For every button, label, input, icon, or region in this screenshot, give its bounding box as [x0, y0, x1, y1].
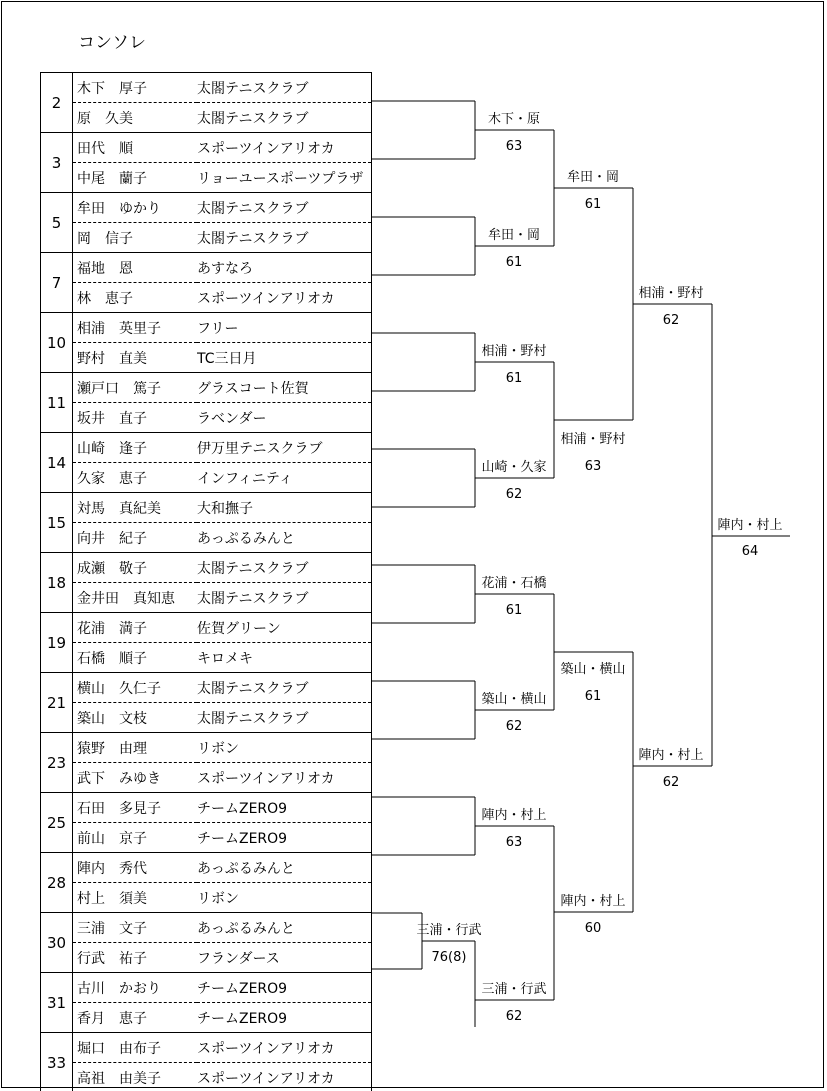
player-name: 坂井 直子: [73, 403, 198, 433]
player-name: 行武 祐子: [73, 943, 198, 973]
seed-number: 33: [41, 1033, 73, 1091]
player-club: TC三日月: [197, 343, 372, 373]
player-name: 野村 直美: [73, 343, 198, 373]
player-club: スポーツインアリオカ: [197, 283, 372, 313]
match-score: 61: [505, 603, 523, 618]
player-club: スポーツインアリオカ: [197, 763, 372, 793]
player-club: リボン: [197, 883, 372, 913]
player-club: 佐賀グリーン: [197, 613, 372, 643]
player-club: スポーツインアリオカ: [197, 133, 372, 163]
match-winner: 相浦・野村: [481, 344, 547, 359]
match-winner: 三浦・行武: [416, 923, 482, 938]
player-name: 田代 順: [73, 133, 198, 163]
player-club: フリー: [197, 313, 372, 343]
page-title: コンソレ: [78, 33, 146, 53]
player-name: 高祖 由美子: [73, 1063, 198, 1091]
player-club: 太閤テニスクラブ: [197, 703, 372, 733]
match-score: 62: [662, 775, 680, 790]
player-club: ラベンダー: [197, 403, 372, 433]
match-score: 62: [505, 487, 523, 502]
final-winner: 陣内・村上: [717, 518, 783, 533]
match-winner: 牟田・岡: [487, 228, 541, 243]
player-name: 猿野 由理: [73, 733, 198, 763]
player-name: 成瀬 敬子: [73, 553, 198, 583]
player-club: チームZERO9: [197, 973, 372, 1003]
seed-number: 11: [41, 373, 73, 433]
match-score: 76(8): [431, 950, 467, 965]
player-club: あっぷるみんと: [197, 523, 372, 553]
player-club: 伊万里テニスクラブ: [197, 433, 372, 463]
player-name: 対馬 真紀美: [73, 493, 198, 523]
player-club: チームZERO9: [197, 823, 372, 853]
player-name: 金井田 真知恵: [73, 583, 198, 613]
match-winner: 木下・原: [487, 112, 541, 127]
match-score: 61: [505, 255, 523, 270]
seed-number: 18: [41, 553, 73, 613]
player-name: 中尾 蘭子: [73, 163, 198, 193]
player-name: 石田 多見子: [73, 793, 198, 823]
match-score: 63: [584, 459, 602, 474]
seed-number: 19: [41, 613, 73, 673]
player-club: 太閤テニスクラブ: [197, 553, 372, 583]
seed-number: 10: [41, 313, 73, 373]
player-club: 太閤テニスクラブ: [197, 73, 372, 103]
player-club: スポーツインアリオカ: [197, 1063, 372, 1091]
match-score: 62: [662, 313, 680, 328]
seed-number: 28: [41, 853, 73, 913]
match-winner: 陣内・村上: [481, 808, 547, 823]
seed-number: 3: [41, 133, 73, 193]
match-score: 62: [505, 719, 523, 734]
player-name: 相浦 英里子: [73, 313, 198, 343]
seed-number: 15: [41, 493, 73, 553]
player-club: あっぷるみんと: [197, 913, 372, 943]
player-club: 大和撫子: [197, 493, 372, 523]
player-name: 久家 恵子: [73, 463, 198, 493]
match-winner: 三浦・行武: [481, 982, 547, 997]
match-winner: 陣内・村上: [638, 748, 704, 763]
player-club: スポーツインアリオカ: [197, 1033, 372, 1063]
player-club: リボン: [197, 733, 372, 763]
player-name: 瀬戸口 篤子: [73, 373, 198, 403]
player-club: フランダース: [197, 943, 372, 973]
player-name: 岡 信子: [73, 223, 198, 253]
player-name: 福地 恩: [73, 253, 198, 283]
final-score: 64: [741, 544, 759, 559]
player-name: 向井 紀子: [73, 523, 198, 553]
match-winner: 牟田・岡: [566, 170, 620, 185]
player-club: 太閤テニスクラブ: [197, 103, 372, 133]
player-club: グラスコート佐賀: [197, 373, 372, 403]
player-club: インフィニティ: [197, 463, 372, 493]
match-winner: 陣内・村上: [560, 894, 626, 909]
match-score: 61: [584, 197, 602, 212]
match-score: 60: [584, 921, 602, 936]
match-winner: 花浦・石橋: [481, 576, 547, 591]
player-club: キロメキ: [197, 643, 372, 673]
match-score: 63: [505, 835, 523, 850]
seed-number: 5: [41, 193, 73, 253]
match-winner: 相浦・野村: [638, 286, 704, 301]
player-name: 香月 恵子: [73, 1003, 198, 1033]
seed-number: 2: [41, 73, 73, 133]
player-name: 築山 文枝: [73, 703, 198, 733]
seed-number: 23: [41, 733, 73, 793]
seed-number: 30: [41, 913, 73, 973]
player-club: あっぷるみんと: [197, 853, 372, 883]
player-club: 太閤テニスクラブ: [197, 193, 372, 223]
player-name: 花浦 満子: [73, 613, 198, 643]
seed-number: 14: [41, 433, 73, 493]
player-club: 太閤テニスクラブ: [197, 583, 372, 613]
player-name: 三浦 文子: [73, 913, 198, 943]
match-score: 63: [505, 139, 523, 154]
player-name: 林 恵子: [73, 283, 198, 313]
player-club: チームZERO9: [197, 793, 372, 823]
player-name: 石橋 順子: [73, 643, 198, 673]
match-score: 61: [505, 371, 523, 386]
player-name: 古川 かおり: [73, 973, 198, 1003]
seed-number: 31: [41, 973, 73, 1033]
player-name: 木下 厚子: [73, 73, 198, 103]
player-name: 牟田 ゆかり: [73, 193, 198, 223]
player-name: 村上 須美: [73, 883, 198, 913]
seed-number: 25: [41, 793, 73, 853]
match-score: 62: [505, 1009, 523, 1024]
player-name: 原 久美: [73, 103, 198, 133]
match-score: 61: [584, 689, 602, 704]
match-winner: 山崎・久家: [481, 460, 547, 475]
player-name: 堀口 由布子: [73, 1033, 198, 1063]
player-club: 太閤テニスクラブ: [197, 673, 372, 703]
player-club: あすなろ: [197, 253, 372, 283]
player-name: 陣内 秀代: [73, 853, 198, 883]
match-winner: 相浦・野村: [560, 432, 626, 447]
seed-number: 7: [41, 253, 73, 313]
seed-number: 21: [41, 673, 73, 733]
player-name: 前山 京子: [73, 823, 198, 853]
player-name: 山崎 逢子: [73, 433, 198, 463]
match-winner: 築山・横山: [481, 692, 547, 707]
player-name: 横山 久仁子: [73, 673, 198, 703]
player-club: リョーユースポーツプラザ: [197, 163, 372, 193]
match-winner: 築山・横山: [560, 662, 626, 677]
player-club: 太閤テニスクラブ: [197, 223, 372, 253]
player-name: 武下 みゆき: [73, 763, 198, 793]
player-club: チームZERO9: [197, 1003, 372, 1033]
